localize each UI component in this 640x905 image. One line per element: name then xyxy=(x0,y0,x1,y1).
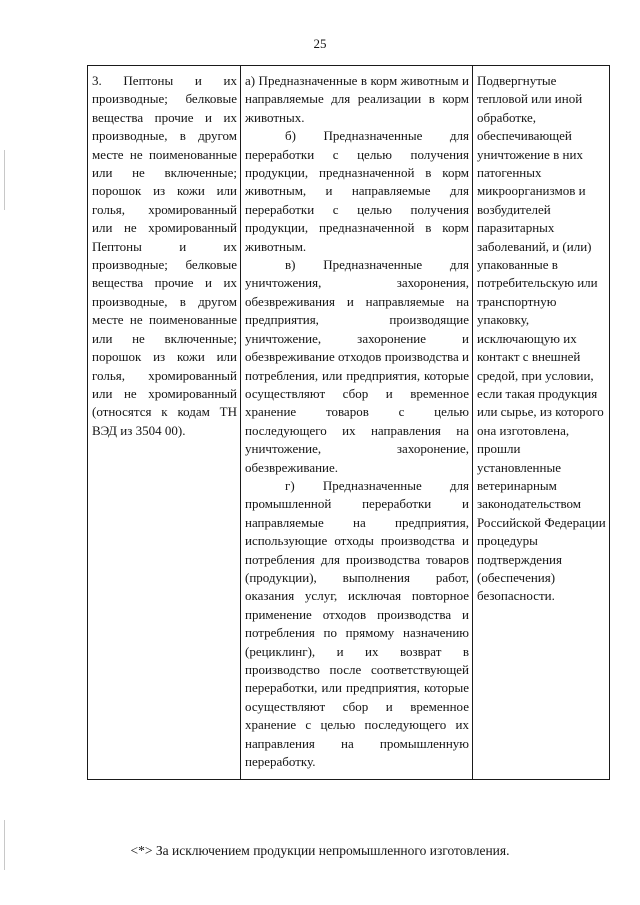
condition-cell xyxy=(473,66,610,780)
scan-edge-mark xyxy=(4,820,5,870)
table-row xyxy=(88,66,610,780)
product-description-text: 3. Пептоны и их производные; белковые вещества прочие и их производные, в другом месте не поименованные или не включенные; порошок из кожи или голья, хромированный или не хромированный Пептоны и их производные; белковые вещества прочие и их производные, в другом месте не поименованные или не включенные; порошок из кожи или голья, хромированный или не хромированный (относятся к кодам ТН ВЭД из 3504 00). xyxy=(92,73,237,438)
purpose-item-b: б) Предназначенные для переработки с целью получения продукции, предназначенной в корм животным, и направляемые для переработки с целью получения продукции, предназначенной в корм животным. xyxy=(245,128,469,254)
purpose-item-c: в) Предназначенные для уничтожения, захоронения, обезвреживания и направляемые на предприятия, производящие уничтожение, захоронение и обезвреживание отходов производства и потребления, или предприятия, которые осуществляют сбор и временное хранение товаров с целью последующего их направления на уничтожение, захоронение, обезвреживание. xyxy=(245,257,469,475)
purpose-cell xyxy=(241,66,473,780)
product-description-cell xyxy=(88,66,241,780)
page-number: 25 xyxy=(313,36,327,51)
condition-text: Подвергнутые тепловой или иной обработке, обеспечивающей уничтожение в них патогенных микроорганизмов и возбудителей паразитарных заболеваний, и (или) упакованные в потребительскую или транспортную упаковку, исключающую их контакт с внешней средой, при условии, если такая продукция или сырье, из которого она изготовлена, прошли установленные ветеринарным законодательством Российской Федерации процедуры подтверждения (обеспечения) безопасности. xyxy=(477,73,606,604)
purpose-item-d: г) Предназначенные для промышленной переработки и направляемые на предприятия, использующие отходы производства и потребления для производства товаров (продукции), выполнения работ, оказания услуг, исключая повторное применение отходов производства и потребления по прямому назначению (рециклинг), и их возврат в производство после соответствующей переработки, или предприятия, которые осуществляют сбор и временное хранение с целью последующего их направления на промышленную переработку. xyxy=(245,477,469,770)
regulation-table xyxy=(87,65,610,780)
purpose-item-a: а) Предназначенные в корм животным и направляемые для реализации в корм животных. xyxy=(245,73,469,125)
footnote: <*> За исключением продукции непромышленного изготовления. xyxy=(130,843,510,858)
scan-edge-mark xyxy=(4,150,5,210)
